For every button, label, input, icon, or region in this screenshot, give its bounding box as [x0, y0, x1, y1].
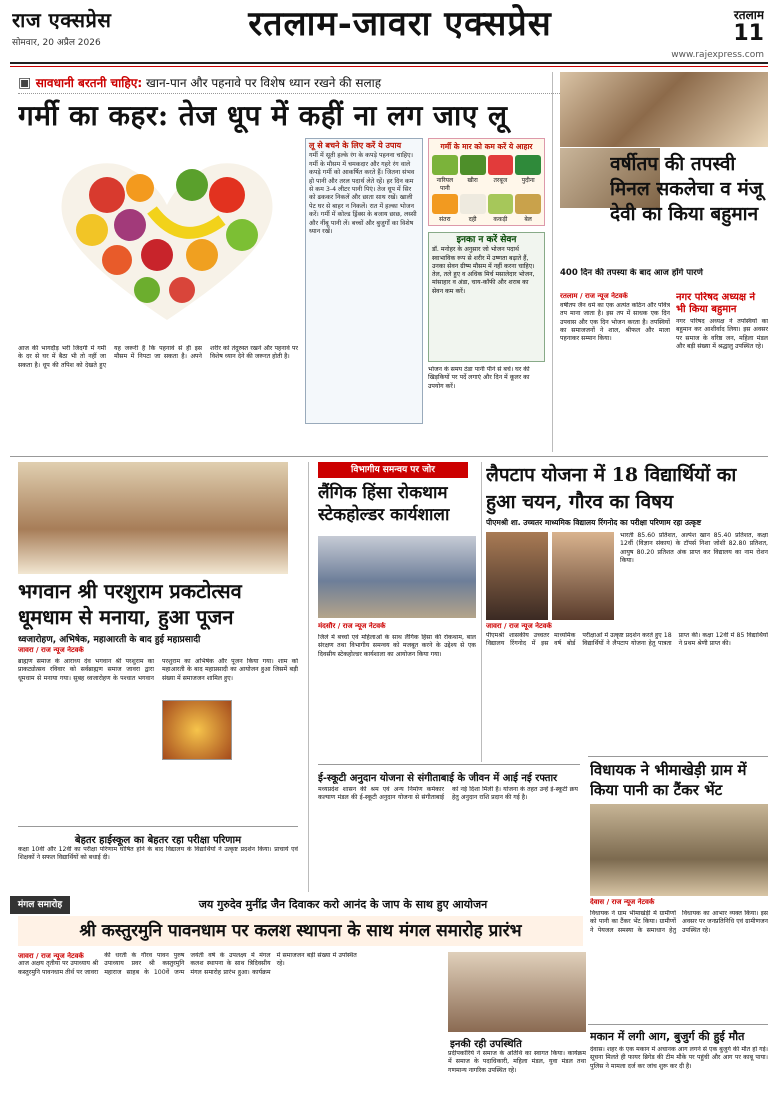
page-number: 11	[733, 21, 764, 45]
pomegranate-icon	[141, 239, 173, 271]
tapasvi-body: वर्षीतप जैन धर्म का एक अत्यंत कठिन और पवित्र तप माना जाता है। इस तप में साधक एक दिन उपवास और एक दिन भोजन करता है। तपस्वियों का समाजजनों ने शाल, श्रीफल और माला पहनाकर सम्मान किया।	[560, 302, 670, 343]
laptop-subhead: पीएमश्री शा. उच्चतर माध्यमिक विद्यालय रिंगनोद का परीक्षा परिणाम रहा उत्कृष्ट	[486, 518, 702, 527]
section-divider	[588, 1024, 768, 1025]
orange-icon	[126, 174, 154, 202]
exam-body: कक्षा 10वीं और 12वीं का परीक्षा परिणाम घोषित होने के बाद विद्यालय के विद्यार्थियों ने उत्कृष्ट प्रदर्शन किया। प्राचार्य एवं शिक्षकों ने सफल विद्यार्थियों को बधाई दी।	[18, 846, 298, 862]
diet-title: गर्मी के मार को कम करें ये आहार	[440, 142, 533, 151]
mango-icon	[186, 239, 218, 271]
column-divider	[552, 72, 553, 452]
kalash-photo	[448, 952, 586, 1032]
parshuram-body: ब्राह्मण समाज के आराध्य देव भगवान श्री परशुराम का प्राकट्योत्सव रविवार को सर्वब्राह्मण समाज जावरा द्वारा धूमधाम से मनाया गया। सुबह ध्वजारोहण के पश्चात भगवान परशुराम का अभिषेक और पूजन किया गया। शाम को महाआरती के बाद महाप्रसादी का आयोजन हुआ जिसमें बड़ी संख्या में समाजजन शामिल हुए।	[18, 658, 298, 682]
column-divider	[308, 462, 309, 892]
kakdi-icon	[488, 194, 514, 214]
avoid-text: डॉ. मनोहर के अनुसार जो भोजन पदार्थ स्वाभाविक रूप से शरीर में उष्णता बढ़ाते हैं, उनका सेवन ग्रीष्म मौसम में नहीं करना चाहिए। तेल, तले हुए व अधिक मिर्च मसालेदार भोजन, मांसाहार व अंडा, चाय-कॉफी और शराब का सेवन कम करें।	[432, 246, 535, 295]
tapasvi-headline: वर्षीतप की तपस्वी मिनल सकलेचा व मंजू देवी का किया बहुमान	[610, 153, 763, 225]
issue-date: सोमवार, 20 अप्रैल 2026	[12, 38, 101, 48]
header-rule-red	[10, 66, 768, 67]
section-divider	[318, 764, 580, 765]
hinsa-body: जिले में बच्चों एवं महिलाओं के साथ लैंगिक हिंसा की रोकथाम, बाल संरक्षण तथा विभागीय समन्वय को मजबूत करने के उद्देश्य से एक दिवसीय स्टेकहोल्डर कार्यशाला का आयोजन किया गया।	[318, 634, 476, 658]
estuti-headline: ई-स्कूटी अनुदान योजना से संगीताबाई के जीवन में आई नई रफ्तार	[318, 773, 558, 784]
kalash-body-2: प्रदीपकोरिये ने समाज के अतिथि का स्वागत किया। कार्यक्रम में समाज के पदाधिकारी, महिला मंडल, युवा मंडल तथा गणमान्य नागरिक उपस्थित रहे।	[448, 1050, 586, 1074]
diet-box	[428, 138, 545, 226]
website-link[interactable]: www.rajexpress.com	[671, 50, 764, 60]
pear-icon	[226, 219, 258, 251]
parshuram-headline: भगवान श्री परशुराम प्रकटोत्सव धूमधाम से मनाया, हुआ पूजन	[18, 579, 242, 629]
tanker-photo	[590, 804, 768, 896]
mangal-band	[10, 896, 586, 914]
page-city: रतलाम	[733, 8, 764, 22]
diet-item: बेल	[515, 194, 541, 223]
kiwi-icon	[176, 169, 208, 201]
kalash-headline: श्री कस्तुरमुनि पावनधाम पर कलश स्थापना के साथ मंगल समारोह प्रारंभ	[18, 916, 583, 946]
makan-body: देवास। शहर के एक मकान में अचानक आग लगने से एक बुजुर्ग की मौत हो गई। सूचना मिलते ही फायर ब्रिगेड की टीम मौके पर पहुंची और आग पर काबू पाया। पुलिस ने मामला दर्ज कर जांच शुरू कर दी है।	[590, 1046, 768, 1070]
makan-headline: मकान में लगी आग, बुजुर्ग की हुई मौत	[590, 1030, 745, 1043]
watermelon-icon	[488, 155, 514, 175]
nagar-body: नगर परिषद अध्यक्ष ने तपस्वियों का बहुमान कर आशीर्वाद लिया। इस अवसर पर समाज के वरिष्ठ जन, महिला मंडल और बड़ी संख्या में श्रद्धालु उपस्थित रहे।	[676, 318, 768, 350]
brand-name: राज एक्सप्रेस	[12, 8, 112, 32]
strawberry-icon	[169, 277, 195, 303]
laptop-byline: जावरा / राज न्यूज नेटवर्क	[486, 622, 552, 630]
lead-kicker	[18, 72, 638, 94]
student-photo-2	[552, 532, 614, 620]
kalash-text: आज अक्षय तृतीया पर उपाध्याय श्री कस्तुरमुनि पावनधाम तीर्थ पर जावरा की धरती के गौरव पावन पुरुष उपाध्याय प्रवर श्री कस्तुरमुनि महाराज साहब के 100वें जन्म जयंती वर्ष के उपलक्ष्य में मंगल कलश स्थापना के साथ त्रिदिवसीय मंगल समारोह प्रारंभ हुआ। कार्यक्रम में समाजजन बड़ी संख्या में उपस्थित रहे।	[18, 952, 357, 976]
student-photo-1	[486, 532, 548, 620]
laptop-body: पीएमश्री शासकीय उच्चतर माध्यमिक विद्यालय रिंगनोद में इस वर्ष बोर्ड परीक्षाओं में उत्कृष्ट प्रदर्शन करते हुए 18 विद्यार्थियों ने लैपटाप योजना हेतु पात्रता प्राप्त की। कक्षा 12वीं में 85 विद्यार्थियों ने प्रथम श्रेणी प्राप्त की।	[486, 632, 768, 648]
diet-grid	[432, 155, 541, 223]
tapasvi-subhead: 400 दिन की तपस्या के बाद आज होंगे पारणे	[560, 268, 703, 278]
tanker-body: विधायक ने ग्राम भीमाखेड़ी में ग्रामीणों को पानी का टैंकर भेंट किया। ग्रामीणों ने पेयजल समस्या के समाधान हेतु विधायक का आभार व्यक्त किया। इस अवसर पर जनप्रतिनिधि एवं ग्रामीणजन उपस्थित रहे।	[590, 910, 768, 934]
section-divider	[10, 456, 768, 457]
coconut-icon	[432, 155, 458, 175]
laptop-side-text: भारती 85.60 प्रतिशत, अल्पेश खान 85.40 प्रतिशत, कक्षा 12वीं (विज्ञान संकाय) के टॉपर्स निशा जोशी 82.80 प्रतिशत, आयुष 80.20 प्रतिशत अंक प्राप्त कर विद्यालय का नाम रोशन किया।	[620, 532, 768, 564]
lead-body: आज की भागदौड़ भरी जिंदगी में गर्मी के दर से घर में बैठा भी तो नहीं जा सकता है। धूप की तपिश को देखते हुए यह जरूरी है कि पहनावे से ही इस मौसम में निपटा जा सकता है। अपने शरीर को तंदुरुस्त रखने और पहनावे पर विशेष ध्यान देने की जरूरत होती है।	[18, 345, 298, 369]
section-divider	[18, 826, 298, 827]
tips-text: गर्मी में सूती हल्के रंग के कपड़े पहनना चाहिए। गर्मी के मौसम में चमकदार और गहरे रंग वाले कपड़े गर्मी को आकर्षित करते हैं। जितना संभव हो पानी और तरल पदार्थ लेते रहें। हर दिन कम से कम 3-4 लीटर पानी पिएं। तेज धूप में सिर को ढककर निकलें और छाता साथ रखें। खाली पेट घर से बाहर न निकलें। रात में हल्का भोजन करें। गर्मी में कोल्ड ड्रिंक्स के बजाय छाछ, लस्सी और नींबू पानी लें। बच्चों और बुजुर्गों का विशेष ध्यान रखें।	[309, 152, 417, 236]
peach-icon	[102, 245, 132, 275]
hinsa-headline: लैंगिक हिंसा रोकथाम स्टेकहोल्डर कार्यशाला	[318, 483, 450, 525]
hinsa-photo	[318, 536, 476, 618]
header-rule	[10, 62, 768, 64]
kicker-text: खान-पान और पहनावे पर विशेष ध्यान रखने की सलाह	[146, 76, 382, 90]
page-info	[684, 6, 764, 45]
curd-icon	[460, 194, 486, 214]
diet-item: संतरा	[432, 194, 458, 223]
misc-tips: भोजन के समय ठंडा पानी पीने से बचें। घर की खिड़कियों पर पर्दे लगाएं और दिन में कूलर का उपयोग करें।	[428, 366, 530, 390]
apple-icon	[89, 177, 125, 213]
parshuram-subhead: ध्वजारोहण, अभिषेक, महाआरती के बाद हुई महाप्रसादी	[18, 635, 201, 645]
parshuram-photo	[18, 462, 288, 574]
masthead: रतलाम-जावरा एक्सप्रेस	[248, 4, 552, 44]
section-divider	[588, 756, 768, 757]
grape-icon	[114, 209, 146, 241]
mint-icon	[515, 155, 541, 175]
header-left	[12, 6, 182, 48]
avoid-title: इनका न करें सेवन	[456, 235, 517, 245]
idol-photo	[162, 700, 232, 760]
lime-icon	[134, 277, 160, 303]
kalash-body	[18, 952, 443, 1102]
exam-headline: बेहतर हाईस्कूल का बेहतर रहा परीक्षा परिणाम	[74, 835, 242, 846]
diet-item: पुदीना	[515, 155, 541, 192]
laptop-headline: लैपटाप योजना में 18 विद्यार्थियों का हुआ चयन, गौरव का विषय	[486, 464, 737, 513]
tapasvi-photo	[560, 72, 768, 147]
hinsa-byline: मंदसौर / राज न्यूज नेटवर्क	[318, 622, 386, 630]
tomato-icon	[209, 177, 245, 213]
diet-item: ककड़ी	[488, 194, 514, 223]
tanker-byline: देवास / राज न्यूज नेटवर्क	[590, 898, 655, 906]
lead-headline: गर्मी का कहर: तेज धूप में कहीं ना लग जाए लू	[18, 99, 508, 132]
column-divider	[481, 462, 482, 762]
diet-item: खीरा	[460, 155, 486, 192]
diet-item: नारियल पानी	[432, 155, 458, 192]
kalash-byline: जावरा / राज न्यूज नेटवर्क	[18, 952, 84, 960]
hinsa-tag: विभागीय समन्वय पर जोर	[318, 462, 468, 478]
tanker-headline: विधायक ने भीमाखेड़ी ग्राम में किया पानी का टैंकर भेंट	[590, 761, 747, 799]
upasthiti-heading: इनकी रही उपस्थिति	[450, 1039, 522, 1050]
kicker-red: सावधानी बरतनी चाहिए:	[35, 76, 143, 90]
bael-icon	[515, 194, 541, 214]
parshuram-byline: जावरा / राज न्यूज नेटवर्क	[18, 646, 84, 654]
fruit-heart-image	[52, 150, 282, 325]
kicker-glyph: ▣	[18, 75, 36, 91]
cucumber-icon	[460, 155, 486, 175]
mangal-tag: मंगल समारोह	[10, 896, 70, 914]
mangal-band-text: जय गुरुदेव मुनींद्र जैन दिवाकर करो आनंद के जाप के साथ हुए आयोजन	[198, 898, 488, 911]
tips-box	[305, 138, 423, 424]
tips-title: लू से बचने के लिए करें ये उपाय	[309, 141, 402, 150]
diet-item: दही	[460, 194, 486, 223]
lemon-icon	[76, 214, 108, 246]
nagar-headline: नगर परिषद अध्यक्ष ने भी किया बहुमान	[676, 292, 756, 315]
tapasvi-byline: रतलाम / राज न्यूज नेटवर्क	[560, 292, 628, 300]
orange-icon	[432, 194, 458, 214]
avoid-box	[428, 232, 545, 362]
estuti-body: मध्यप्रदेश शासन की श्रम एवं अन्य निर्माण कर्मकार कल्याण मंडल की ई-स्कूटी अनुदान योजना से संगीताबाई को नई दिशा मिली है। योजना के तहत उन्हें ई-स्कूटी क्रय हेतु अनुदान राशि प्रदान की गई है।	[318, 786, 578, 802]
diet-item: तरबूज	[488, 155, 514, 192]
